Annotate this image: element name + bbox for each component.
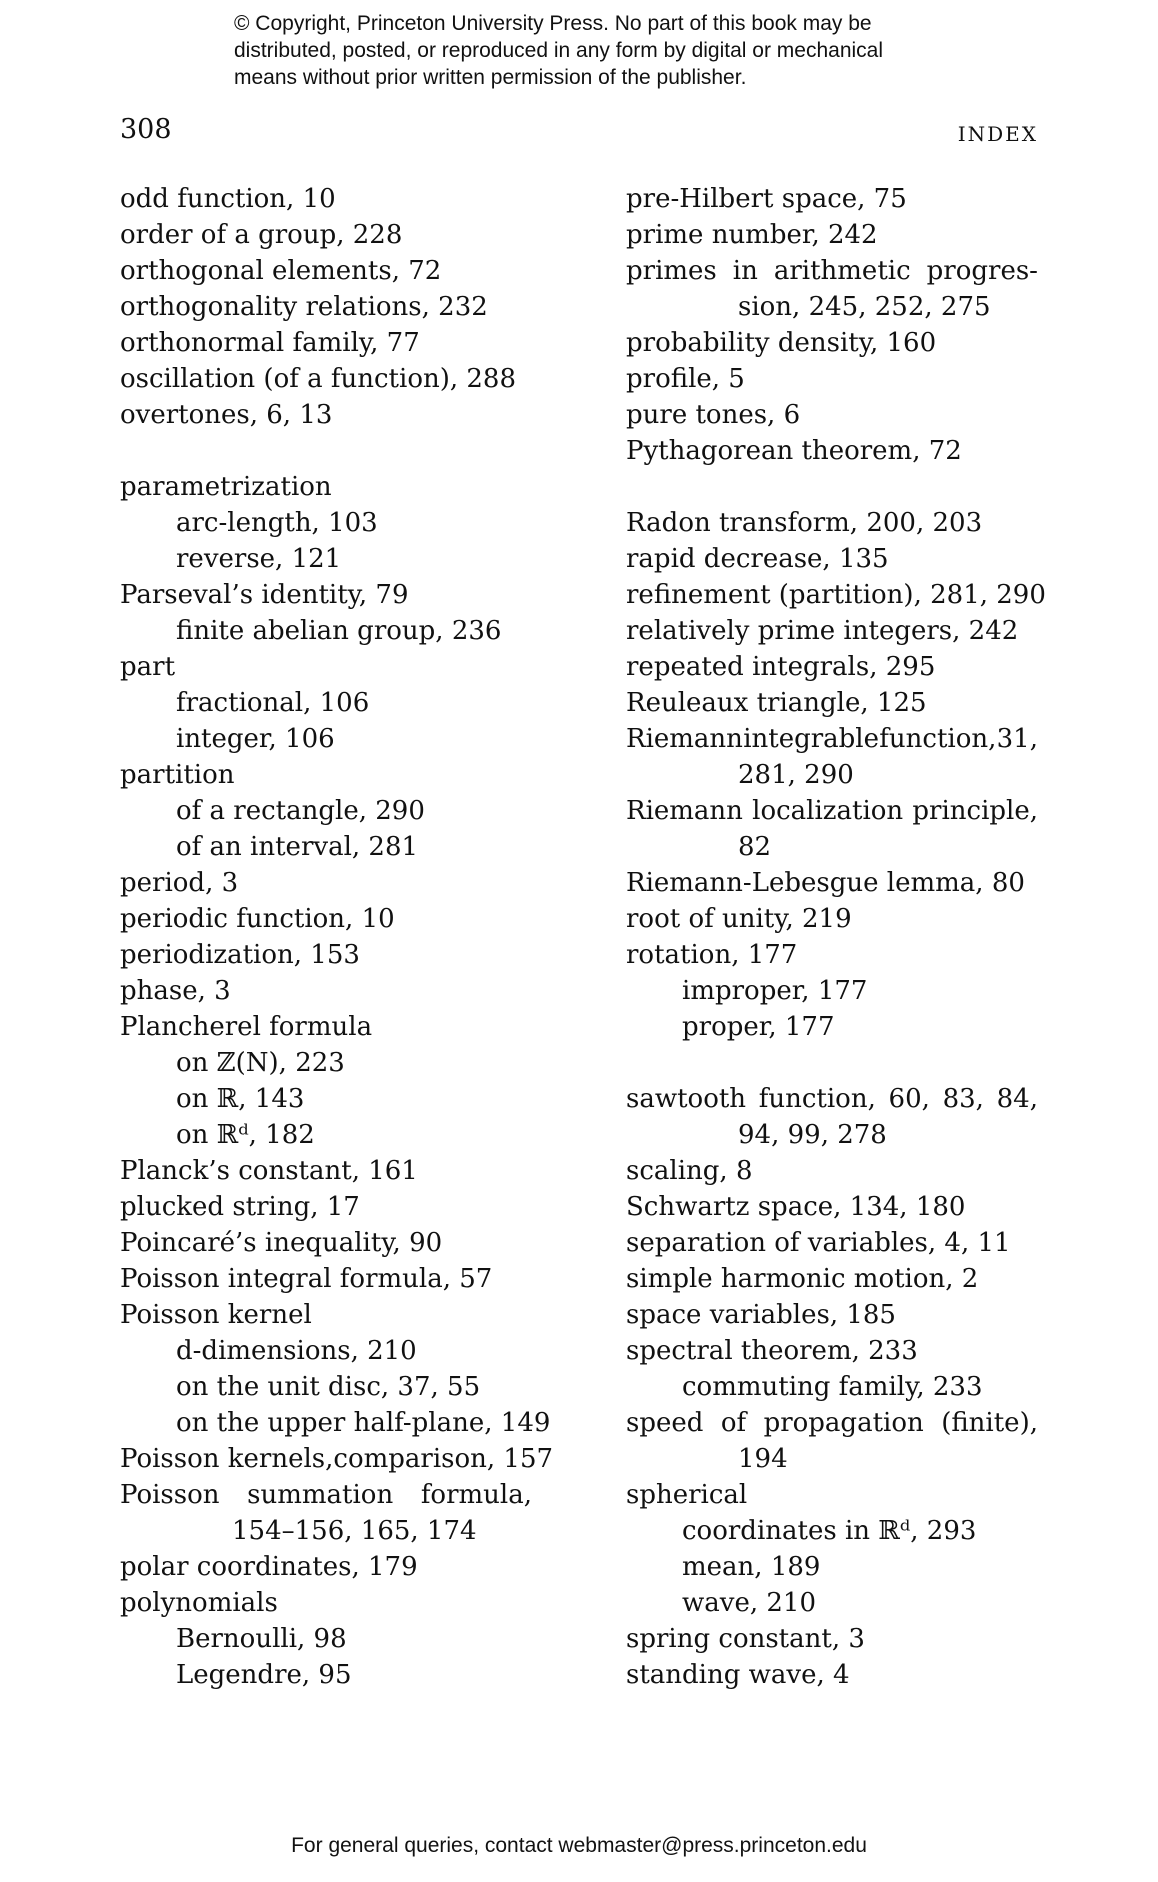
index-entry: orthonormal family, 77 bbox=[120, 328, 420, 358]
index-subentry: Legendre, 95 bbox=[176, 1660, 352, 1690]
index-subentry: of an interval, 281 bbox=[176, 832, 419, 862]
index-entry: spectral theorem, 233 bbox=[626, 1336, 918, 1366]
index-entry: rotation, 177 bbox=[626, 940, 798, 970]
index-entry-continuation: 94, 99, 278 bbox=[738, 1120, 887, 1150]
index-subentry: integer, 106 bbox=[176, 724, 335, 754]
index-subentry: on the unit disc, 37, 55 bbox=[176, 1372, 481, 1402]
index-entry: partition bbox=[120, 760, 235, 790]
index-entry: pre-Hilbert space, 75 bbox=[626, 184, 907, 214]
index-column-left bbox=[120, 181, 554, 1693]
index-entry: standing wave, 4 bbox=[626, 1660, 850, 1690]
index-entry: primes in arithmetic progres- bbox=[626, 256, 1038, 286]
page-number: 308 bbox=[120, 114, 172, 145]
index-subentry: arc-length, 103 bbox=[176, 508, 378, 538]
index-subentry: d-dimensions, 210 bbox=[176, 1336, 417, 1366]
index-entry-continuation: 154–156, 165, 174 bbox=[232, 1516, 477, 1546]
index-entry: Parseval’s identity, 79 bbox=[120, 580, 409, 610]
index-subentry: mean, 189 bbox=[682, 1552, 821, 1582]
index-entry-continuation: 281, 290 bbox=[738, 760, 854, 790]
index-subentry: wave, 210 bbox=[682, 1588, 816, 1618]
index-entry: Plancherel formula bbox=[120, 1012, 373, 1042]
index-entry: order of a group, 228 bbox=[120, 220, 403, 250]
index-entry: orthogonality relations, 232 bbox=[120, 292, 488, 322]
index-entry: periodization, 153 bbox=[120, 940, 360, 970]
index-entry: scaling, 8 bbox=[626, 1156, 753, 1186]
index-entry: phase, 3 bbox=[120, 976, 231, 1006]
index-entry: periodic function, 10 bbox=[120, 904, 395, 934]
index-entry: Poisson integral formula, 57 bbox=[120, 1264, 493, 1294]
footer-contact: For general queries, contact webmaster@press.princeton.edu bbox=[291, 1834, 867, 1857]
index-entry: Schwartz space, 134, 180 bbox=[626, 1192, 966, 1222]
index-entry: plucked string, 17 bbox=[120, 1192, 360, 1222]
index-entry: Planck’s constant, 161 bbox=[120, 1156, 418, 1186]
index-entry: polar coordinates, 179 bbox=[120, 1552, 418, 1582]
index-entry: sawtooth function, 60, 83, 84, bbox=[626, 1084, 1038, 1114]
index-entry: root of unity, 219 bbox=[626, 904, 852, 934]
section-gap bbox=[120, 433, 532, 469]
index-subentry: coordinates in ℝᵈ, 293 bbox=[682, 1516, 977, 1546]
index-entry: odd function, 10 bbox=[120, 184, 336, 214]
index-entry: probability density, 160 bbox=[626, 328, 937, 358]
index-entry: simple harmonic motion, 2 bbox=[626, 1264, 979, 1294]
index-subentry: fractional, 106 bbox=[176, 688, 370, 718]
index-subentry: finite abelian group, 236 bbox=[176, 616, 502, 646]
index-column-right bbox=[626, 181, 1046, 1693]
index-entry: parametrization bbox=[120, 472, 332, 502]
index-subentry: commuting family, 233 bbox=[682, 1372, 983, 1402]
index-subentry: on ℝᵈ, 182 bbox=[176, 1120, 315, 1150]
index-entry: spring constant, 3 bbox=[626, 1624, 865, 1654]
index-entry: Reuleaux triangle, 125 bbox=[626, 688, 927, 718]
index-entry: repeated integrals, 295 bbox=[626, 652, 936, 682]
index-entry: refinement (partition), 281, 290 bbox=[626, 580, 1046, 610]
index-entry: Radon transform, 200, 203 bbox=[626, 508, 983, 538]
index-entry: Poisson summation formula, bbox=[120, 1480, 532, 1510]
index-entry: polynomials bbox=[120, 1588, 278, 1618]
index-subentry: on the upper half-plane, 149 bbox=[176, 1408, 551, 1438]
index-subentry: Bernoulli, 98 bbox=[176, 1624, 347, 1654]
index-entry: overtones, 6, 13 bbox=[120, 400, 333, 430]
index-entry: profile, 5 bbox=[626, 364, 745, 394]
index-entry: orthogonal elements, 72 bbox=[120, 256, 442, 286]
index-subentry: on ℝ, 143 bbox=[176, 1084, 305, 1114]
index-entry: pure tones, 6 bbox=[626, 400, 801, 430]
index-entry: Pythagorean theorem, 72 bbox=[626, 436, 962, 466]
section-gap bbox=[626, 469, 1038, 505]
index-entry: prime number, 242 bbox=[626, 220, 878, 250]
index-subentry: on ℤ(N), 223 bbox=[176, 1048, 345, 1078]
index-subentry: reverse, 121 bbox=[176, 544, 342, 574]
index-entry: Riemann-Lebesgue lemma, 80 bbox=[626, 868, 1025, 898]
running-head: INDEX bbox=[957, 122, 1038, 146]
index-entry-continuation: 82 bbox=[738, 832, 772, 862]
index-entry: Poisson kernels,comparison, 157 bbox=[120, 1444, 554, 1474]
copyright-line: © Copyright, Princeton University Press. No part of this book may be bbox=[234, 12, 872, 35]
index-entry: space variables, 185 bbox=[626, 1300, 896, 1330]
index-entry: relatively prime integers, 242 bbox=[626, 616, 1019, 646]
copyright-line: means without prior written permission of the publisher. bbox=[234, 66, 747, 89]
index-entry: speed of propagation (finite), bbox=[626, 1408, 1038, 1438]
index-entry: separation of variables, 4, 11 bbox=[626, 1228, 1011, 1258]
index-entry: Poincaré’s inequality, 90 bbox=[120, 1228, 443, 1258]
index-entry: oscillation (of a function), 288 bbox=[120, 364, 517, 394]
copyright-line: distributed, posted, or reproduced in any form by digital or mechanical bbox=[234, 39, 884, 62]
index-subentry: of a rectangle, 290 bbox=[176, 796, 425, 826]
index-entry: spherical bbox=[626, 1480, 748, 1510]
index-entry: Riemann integrable function, 31, bbox=[626, 724, 1038, 754]
index-entry: rapid decrease, 135 bbox=[626, 544, 889, 574]
copyright-notice bbox=[234, 10, 994, 91]
index-entry: period, 3 bbox=[120, 868, 239, 898]
index-subentry: proper, 177 bbox=[682, 1012, 835, 1042]
section-gap bbox=[626, 1045, 1038, 1081]
index-entry-continuation: sion, 245, 252, 275 bbox=[738, 292, 991, 322]
index-entry: Riemann localization principle, bbox=[626, 796, 1038, 826]
index-subentry: improper, 177 bbox=[682, 976, 868, 1006]
index-entry: part bbox=[120, 652, 176, 682]
index-entry-continuation: 194 bbox=[738, 1444, 788, 1474]
index-entry: Poisson kernel bbox=[120, 1300, 312, 1330]
